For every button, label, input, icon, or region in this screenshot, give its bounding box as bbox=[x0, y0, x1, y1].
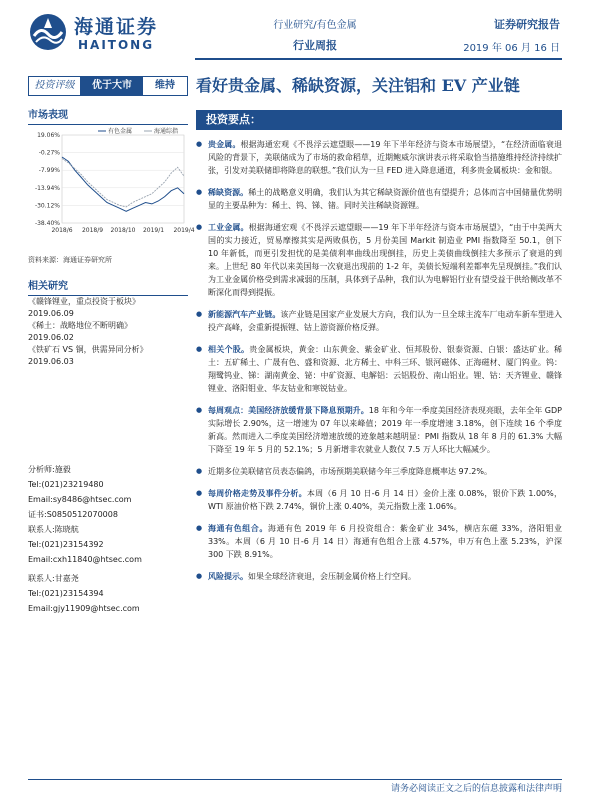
key-point-heading: 风险提示。 bbox=[208, 572, 248, 581]
y-tick-label: -38.40% bbox=[34, 220, 60, 227]
analyst-email[interactable]: Email:sy8486@htsec.com bbox=[28, 495, 132, 504]
contact-email[interactable]: Email:cxh11840@htsec.com bbox=[28, 555, 142, 564]
related-report-date: 2019.06.09 bbox=[28, 309, 74, 318]
haitong-logo-icon bbox=[28, 12, 68, 52]
key-point-heading: 贵金属。 bbox=[208, 140, 241, 149]
contact-name: 联系人:陈晓航 bbox=[28, 525, 79, 534]
key-point-heading: 新能源汽车产业链。 bbox=[208, 310, 281, 319]
key-point bbox=[196, 221, 562, 299]
key-point-text: 贵金属板块，黄金：山东黄金、紫金矿业、恒邦股份、银泰资源、白银：盛达矿业。稀土：五矿稀土、广晟有色、盛和资源、北方稀土、中科三环、银河磁体、正海磁材、厦门钨业。钨：翔鹭钨业、锑：湖南黄金、铋：中矿资源、电解铝：云铝股份、南山铝业。锂、钴：天齐锂业、赣锋锂业、洛阳钼业、华友钴业和寒锐钴业。 bbox=[208, 345, 563, 393]
report-label: 证券研究报告 bbox=[494, 18, 560, 31]
performance-chart-svg bbox=[28, 127, 195, 247]
logo-chinese-name: 海通证券 bbox=[74, 16, 159, 38]
legend-label: 有色金属 bbox=[108, 128, 133, 135]
report-title: 看好贵金属、稀缺资源，关注铝和 EV 产业链 bbox=[196, 76, 520, 95]
key-point-text: 稀土的战略意义明确，我们认为其它稀缺资源价值也有望提升；总体而言中国储量优势明显的主要品种为：稀土、钨、锑、锗。同时关注稀缺资源锂。 bbox=[208, 188, 562, 210]
chart-source: 资料来源：海通证券研究所 bbox=[28, 256, 112, 264]
related-research-list bbox=[28, 296, 188, 368]
key-point-heading: 每周价格走势及事件分析。 bbox=[208, 489, 307, 498]
key-point bbox=[196, 138, 562, 177]
key-point-text: 如果全球经济衰退，会压制金属价格上行空间。 bbox=[248, 572, 416, 581]
rating-label: 投资评级 bbox=[29, 77, 81, 95]
y-tick-label: -30.12% bbox=[34, 202, 60, 210]
legend-label: 海通综指 bbox=[154, 128, 179, 135]
key-point-text: 根据海通宏观《不畏浮云遮望眼——19 年下半年经济与资本市场展望》，“由于中美两大国的实力接近，贸易摩擦其实是两败俱伤，5 月份美国 Markit 制造业 PMI 指数降至 50.1，创下 10 年新低，而更引发担忧的是美债利率曲线出现倒挂，历史上美债曲线倒挂大多预示了衰退的到来。上世纪 80 年代以来美国每一次衰退出现前的 1-2 年，美债长短端利差都率先呈现倒挂。”我们认为工业金属价格受到需求减弱的压制，具体到子品种，我们认为电解铝行业有望受益于供给侧改革不断深化而得到提振。 bbox=[208, 223, 562, 297]
key-points-list bbox=[196, 138, 562, 583]
series-line bbox=[62, 159, 184, 207]
sidebar bbox=[28, 76, 195, 368]
key-point-heading: 工业金属。 bbox=[208, 223, 249, 232]
key-point-text: 该产业链是国家产业发展大方向，我们认为一旦全球主流车厂电动车新车型进入投产高峰，会重新提振锂、钴上游资源价格反弹。 bbox=[208, 310, 562, 332]
x-tick-label: 2018/10 bbox=[110, 227, 136, 234]
key-point-text: 根据海通宏观《不畏浮云遮望眼——19 年下半年经济与资本市场展望》，“在经济面临衰退风险的背景下，美联储成为了市场的救命稻草，近期鲍威尔演讲表示将采取恰当措施维持经济持续扩张，引发对美联储即将降息的联想。”我们认为一旦 FED 进入降息通道，利多贵金属板块：金和银。 bbox=[208, 140, 562, 175]
key-point bbox=[196, 404, 562, 456]
related-research-title: 相关研究 bbox=[28, 281, 68, 292]
related-report-title[interactable]: 《赣锋锂业，重点投资于板块》 bbox=[28, 297, 140, 306]
main-content bbox=[196, 74, 562, 592]
analyst-tel: Tel:(021)23219480 bbox=[28, 480, 104, 489]
key-point-heading: 海通有色组合。 bbox=[208, 524, 268, 533]
key-point bbox=[196, 186, 562, 212]
key-points-header: 投资要点： bbox=[196, 110, 562, 130]
market-performance-chart bbox=[28, 127, 195, 247]
key-point bbox=[196, 308, 562, 334]
rating-change: 维持 bbox=[155, 80, 175, 91]
key-point-text: 18 年和今年一季度美国经济表现亮眼，去年全年 GDP 实际增长 2.90%，这一增速为 07 年以来峰值；2019 年一季度增速 3.18%，创下连续 16 个季度新高。然而进入二季度美国经济增速放缓的迹象越来越明显：PMI 指数从 18 年 8 月的 61.3% 大幅下降至 19 年 5 月的 52.1%；5 月新增非农就业人数仅 7.5 万人环比大幅减少。 bbox=[208, 406, 562, 454]
key-point bbox=[196, 487, 562, 513]
key-point-text: 近期多位美联储官员表态偏鸽，市场预期美联储今年三季度降息概率达 97.2%。 bbox=[208, 467, 492, 476]
haitong-logo bbox=[28, 10, 178, 56]
series-line bbox=[62, 157, 184, 211]
report-type: 行业周报 bbox=[293, 39, 337, 52]
key-point bbox=[196, 343, 562, 395]
key-point-text: 海通有色 2019 年 6 月投资组合：紫金矿业 34%，横店东磁 33%，洛阳钼业 33%。本周（6 月 10 日-6 月 14 日）海通有色组合上涨 4.57%，申万有色上涨 5.23%，沪深 300 下跌 8.91%。 bbox=[208, 524, 562, 559]
key-point-heading: 每周观点：美国经济放缓背景下降息预期升。 bbox=[208, 406, 369, 415]
analyst-contacts bbox=[28, 462, 188, 616]
y-tick-label: -13.94% bbox=[34, 184, 60, 192]
analyst-cert: 证书:S0850512070008 bbox=[28, 510, 118, 519]
report-date: 2019 年 06 月 16 日 bbox=[463, 43, 560, 54]
related-report-title[interactable]: 《铁矿石 VS 铜，供需异同分析》 bbox=[28, 345, 148, 354]
key-point-heading: 稀缺资源。 bbox=[208, 188, 249, 197]
contact-tel: Tel:(021)23154394 bbox=[28, 589, 104, 598]
x-tick-label: 2019/1 bbox=[142, 227, 165, 234]
footer-divider bbox=[28, 779, 562, 780]
analyst-name: 分析师:施毅 bbox=[28, 465, 71, 474]
x-tick-label: 2018/9 bbox=[81, 227, 104, 234]
key-point bbox=[196, 465, 562, 478]
rating-value: 优于大市 bbox=[81, 77, 143, 95]
investment-rating bbox=[28, 76, 188, 96]
related-report-date: 2019.06.03 bbox=[28, 357, 74, 366]
report-header bbox=[0, 0, 600, 68]
key-point-text: 本周（6 月 10 日-6 月 14 日）金价上涨 0.08%，银价下跌 1.00%，WTI 原油价格下跌 2.74%，铜价上涨 0.40%，美元指数上涨 1.06%。 bbox=[208, 489, 562, 511]
contact-email[interactable]: Email:gjy11909@htsec.com bbox=[28, 604, 140, 613]
footer-disclaimer: 请务必阅读正文之后的信息披露和法律声明 bbox=[390, 784, 562, 794]
header-divider bbox=[195, 58, 562, 60]
x-tick-label: 2019/4 bbox=[173, 227, 195, 234]
key-point-heading: 相关个股。 bbox=[208, 345, 250, 354]
contact-name: 联系人:甘嘉尧 bbox=[28, 574, 79, 583]
key-point bbox=[196, 570, 562, 583]
related-report-title[interactable]: 《稀土：战略地位不断明确》 bbox=[28, 321, 132, 330]
y-tick-label: -7.99% bbox=[38, 167, 60, 175]
y-tick-label: 19.06% bbox=[37, 132, 60, 139]
contact-tel: Tel:(021)23154392 bbox=[28, 540, 104, 549]
market-performance-title: 市场表现 bbox=[28, 110, 68, 121]
related-report-date: 2019.06.02 bbox=[28, 333, 74, 342]
y-tick-label: -0.27% bbox=[38, 149, 60, 157]
x-tick-label: 2018/6 bbox=[51, 227, 73, 234]
report-category: 行业研究/有色金属 bbox=[273, 20, 357, 31]
market-divider bbox=[28, 124, 188, 125]
key-point bbox=[196, 522, 562, 561]
logo-english-name: HAITONG bbox=[78, 38, 155, 52]
